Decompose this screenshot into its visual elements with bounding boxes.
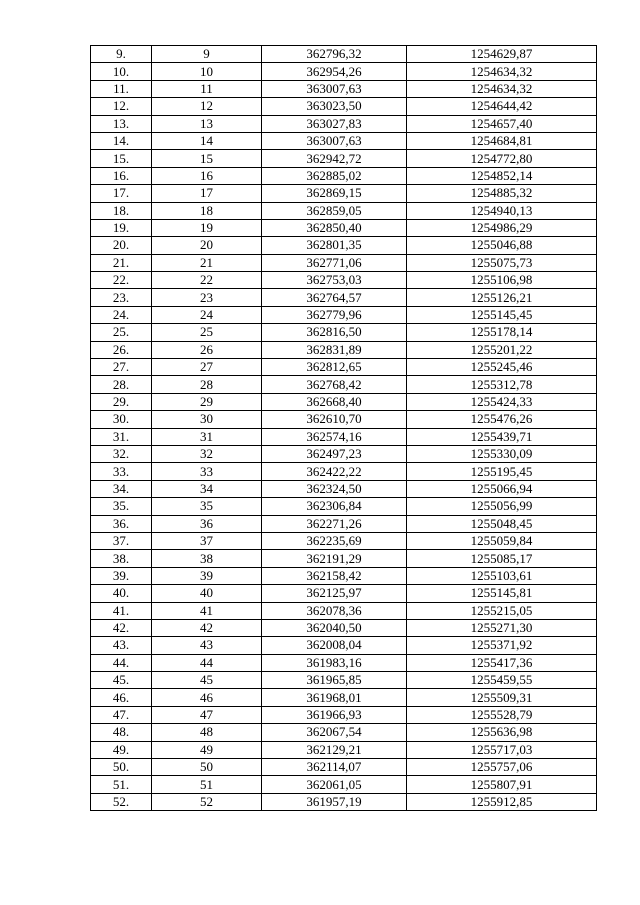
- table-row: [91, 393, 597, 410]
- y-coordinate-cell: 1255439,71: [407, 428, 597, 445]
- x-coordinate-cell: 362812,65: [262, 359, 407, 376]
- point-number-cell: 26: [152, 341, 262, 358]
- row-number-cell: 28.: [91, 376, 152, 393]
- table-row: [91, 532, 597, 549]
- point-number-cell: 40: [152, 585, 262, 602]
- row-number-cell: 42.: [91, 619, 152, 636]
- point-number-cell: 17: [152, 185, 262, 202]
- y-coordinate-cell: 1255459,55: [407, 672, 597, 689]
- y-coordinate-cell: 1255417,36: [407, 654, 597, 671]
- row-number-cell: 43.: [91, 637, 152, 654]
- x-coordinate-cell: 362816,50: [262, 324, 407, 341]
- point-number-cell: 42: [152, 619, 262, 636]
- row-number-cell: 48.: [91, 724, 152, 741]
- row-number-cell: 32.: [91, 445, 152, 462]
- table-row: [91, 619, 597, 636]
- y-coordinate-cell: 1254684,81: [407, 132, 597, 149]
- y-coordinate-cell: 1255106,98: [407, 272, 597, 289]
- x-coordinate-cell: 362796,32: [262, 46, 407, 63]
- y-coordinate-cell: 1255056,99: [407, 498, 597, 515]
- x-coordinate-cell: 362831,89: [262, 341, 407, 358]
- row-number-cell: 24.: [91, 306, 152, 323]
- point-number-cell: 18: [152, 202, 262, 219]
- coordinates-table-body: [91, 46, 597, 811]
- point-number-cell: 48: [152, 724, 262, 741]
- table-row: [91, 585, 597, 602]
- point-number-cell: 34: [152, 480, 262, 497]
- table-row: [91, 498, 597, 515]
- table-row: [91, 167, 597, 184]
- y-coordinate-cell: 1254629,87: [407, 46, 597, 63]
- x-coordinate-cell: 362271,26: [262, 515, 407, 532]
- row-number-cell: 35.: [91, 498, 152, 515]
- x-coordinate-cell: 362668,40: [262, 393, 407, 410]
- x-coordinate-cell: 362753,03: [262, 272, 407, 289]
- table-row: [91, 550, 597, 567]
- row-number-cell: 25.: [91, 324, 152, 341]
- table-row: [91, 359, 597, 376]
- point-number-cell: 27: [152, 359, 262, 376]
- x-coordinate-cell: 363027,83: [262, 115, 407, 132]
- table-row: [91, 202, 597, 219]
- y-coordinate-cell: 1255103,61: [407, 567, 597, 584]
- x-coordinate-cell: 362574,16: [262, 428, 407, 445]
- y-coordinate-cell: 1255215,05: [407, 602, 597, 619]
- point-number-cell: 22: [152, 272, 262, 289]
- row-number-cell: 16.: [91, 167, 152, 184]
- y-coordinate-cell: 1254634,32: [407, 63, 597, 80]
- table-row: [91, 46, 597, 63]
- y-coordinate-cell: 1255178,14: [407, 324, 597, 341]
- row-number-cell: 19.: [91, 219, 152, 236]
- table-row: [91, 480, 597, 497]
- y-coordinate-cell: 1255807,91: [407, 776, 597, 793]
- table-row: [91, 272, 597, 289]
- y-coordinate-cell: 1255046,88: [407, 237, 597, 254]
- y-coordinate-cell: 1255145,81: [407, 585, 597, 602]
- table-row: [91, 759, 597, 776]
- table-row: [91, 411, 597, 428]
- y-coordinate-cell: 1254885,32: [407, 185, 597, 202]
- row-number-cell: 44.: [91, 654, 152, 671]
- x-coordinate-cell: 362129,21: [262, 741, 407, 758]
- point-number-cell: 19: [152, 219, 262, 236]
- x-coordinate-cell: 362859,05: [262, 202, 407, 219]
- table-row: [91, 219, 597, 236]
- point-number-cell: 44: [152, 654, 262, 671]
- row-number-cell: 9.: [91, 46, 152, 63]
- x-coordinate-cell: 362191,29: [262, 550, 407, 567]
- y-coordinate-cell: 1255085,17: [407, 550, 597, 567]
- x-coordinate-cell: 362306,84: [262, 498, 407, 515]
- coordinates-table: [90, 45, 597, 811]
- x-coordinate-cell: 362324,50: [262, 480, 407, 497]
- table-row: [91, 289, 597, 306]
- y-coordinate-cell: 1254657,40: [407, 115, 597, 132]
- y-coordinate-cell: 1255048,45: [407, 515, 597, 532]
- table-row: [91, 637, 597, 654]
- x-coordinate-cell: 362067,54: [262, 724, 407, 741]
- y-coordinate-cell: 1255330,09: [407, 445, 597, 462]
- point-number-cell: 14: [152, 132, 262, 149]
- x-coordinate-cell: 363007,63: [262, 80, 407, 97]
- table-row: [91, 254, 597, 271]
- table-row: [91, 602, 597, 619]
- point-number-cell: 16: [152, 167, 262, 184]
- point-number-cell: 21: [152, 254, 262, 271]
- x-coordinate-cell: 361965,85: [262, 672, 407, 689]
- table-row: [91, 793, 597, 810]
- point-number-cell: 15: [152, 150, 262, 167]
- row-number-cell: 31.: [91, 428, 152, 445]
- row-number-cell: 12.: [91, 98, 152, 115]
- x-coordinate-cell: 362497,23: [262, 445, 407, 462]
- point-number-cell: 41: [152, 602, 262, 619]
- row-number-cell: 47.: [91, 706, 152, 723]
- point-number-cell: 33: [152, 463, 262, 480]
- x-coordinate-cell: 362768,42: [262, 376, 407, 393]
- x-coordinate-cell: 361957,19: [262, 793, 407, 810]
- row-number-cell: 17.: [91, 185, 152, 202]
- point-number-cell: 35: [152, 498, 262, 515]
- x-coordinate-cell: 362158,42: [262, 567, 407, 584]
- point-number-cell: 30: [152, 411, 262, 428]
- point-number-cell: 47: [152, 706, 262, 723]
- y-coordinate-cell: 1255145,45: [407, 306, 597, 323]
- table-row: [91, 689, 597, 706]
- row-number-cell: 30.: [91, 411, 152, 428]
- table-row: [91, 237, 597, 254]
- row-number-cell: 36.: [91, 515, 152, 532]
- x-coordinate-cell: 362061,05: [262, 776, 407, 793]
- row-number-cell: 13.: [91, 115, 152, 132]
- y-coordinate-cell: 1254772,80: [407, 150, 597, 167]
- y-coordinate-cell: 1255528,79: [407, 706, 597, 723]
- x-coordinate-cell: 362779,96: [262, 306, 407, 323]
- y-coordinate-cell: 1254644,42: [407, 98, 597, 115]
- row-number-cell: 15.: [91, 150, 152, 167]
- row-number-cell: 29.: [91, 393, 152, 410]
- x-coordinate-cell: 362008,04: [262, 637, 407, 654]
- y-coordinate-cell: 1255075,73: [407, 254, 597, 271]
- table-row: [91, 341, 597, 358]
- y-coordinate-cell: 1255201,22: [407, 341, 597, 358]
- x-coordinate-cell: 362771,06: [262, 254, 407, 271]
- table-row: [91, 80, 597, 97]
- row-number-cell: 41.: [91, 602, 152, 619]
- row-number-cell: 52.: [91, 793, 152, 810]
- point-number-cell: 52: [152, 793, 262, 810]
- table-row: [91, 463, 597, 480]
- x-coordinate-cell: 362764,57: [262, 289, 407, 306]
- y-coordinate-cell: 1255245,46: [407, 359, 597, 376]
- point-number-cell: 11: [152, 80, 262, 97]
- point-number-cell: 25: [152, 324, 262, 341]
- x-coordinate-cell: 361966,93: [262, 706, 407, 723]
- row-number-cell: 11.: [91, 80, 152, 97]
- y-coordinate-cell: 1255509,31: [407, 689, 597, 706]
- x-coordinate-cell: 362954,26: [262, 63, 407, 80]
- x-coordinate-cell: 362125,97: [262, 585, 407, 602]
- table-row: [91, 445, 597, 462]
- row-number-cell: 40.: [91, 585, 152, 602]
- x-coordinate-cell: 362610,70: [262, 411, 407, 428]
- y-coordinate-cell: 1255636,98: [407, 724, 597, 741]
- y-coordinate-cell: 1255912,85: [407, 793, 597, 810]
- y-coordinate-cell: 1255126,21: [407, 289, 597, 306]
- table-row: [91, 672, 597, 689]
- point-number-cell: 50: [152, 759, 262, 776]
- x-coordinate-cell: 362078,36: [262, 602, 407, 619]
- y-coordinate-cell: 1255312,78: [407, 376, 597, 393]
- x-coordinate-cell: 362869,15: [262, 185, 407, 202]
- row-number-cell: 45.: [91, 672, 152, 689]
- y-coordinate-cell: 1255717,03: [407, 741, 597, 758]
- row-number-cell: 49.: [91, 741, 152, 758]
- point-number-cell: 36: [152, 515, 262, 532]
- point-number-cell: 37: [152, 532, 262, 549]
- point-number-cell: 12: [152, 98, 262, 115]
- x-coordinate-cell: 362850,40: [262, 219, 407, 236]
- row-number-cell: 20.: [91, 237, 152, 254]
- row-number-cell: 26.: [91, 341, 152, 358]
- row-number-cell: 33.: [91, 463, 152, 480]
- row-number-cell: 14.: [91, 132, 152, 149]
- x-coordinate-cell: 362235,69: [262, 532, 407, 549]
- row-number-cell: 37.: [91, 532, 152, 549]
- point-number-cell: 49: [152, 741, 262, 758]
- x-coordinate-cell: 363007,63: [262, 132, 407, 149]
- row-number-cell: 38.: [91, 550, 152, 567]
- y-coordinate-cell: 1255066,94: [407, 480, 597, 497]
- table-row: [91, 741, 597, 758]
- row-number-cell: 10.: [91, 63, 152, 80]
- x-coordinate-cell: 362942,72: [262, 150, 407, 167]
- y-coordinate-cell: 1255424,33: [407, 393, 597, 410]
- row-number-cell: 39.: [91, 567, 152, 584]
- row-number-cell: 18.: [91, 202, 152, 219]
- table-row: [91, 428, 597, 445]
- y-coordinate-cell: 1255371,92: [407, 637, 597, 654]
- point-number-cell: 31: [152, 428, 262, 445]
- table-row: [91, 776, 597, 793]
- row-number-cell: 34.: [91, 480, 152, 497]
- y-coordinate-cell: 1255271,30: [407, 619, 597, 636]
- point-number-cell: 39: [152, 567, 262, 584]
- x-coordinate-cell: 361983,16: [262, 654, 407, 671]
- table-row: [91, 185, 597, 202]
- table-row: [91, 150, 597, 167]
- table-row: [91, 306, 597, 323]
- row-number-cell: 46.: [91, 689, 152, 706]
- table-row: [91, 515, 597, 532]
- x-coordinate-cell: 362801,35: [262, 237, 407, 254]
- y-coordinate-cell: 1254634,32: [407, 80, 597, 97]
- row-number-cell: 50.: [91, 759, 152, 776]
- row-number-cell: 51.: [91, 776, 152, 793]
- table-row: [91, 706, 597, 723]
- point-number-cell: 51: [152, 776, 262, 793]
- point-number-cell: 13: [152, 115, 262, 132]
- point-number-cell: 32: [152, 445, 262, 462]
- y-coordinate-cell: 1254852,14: [407, 167, 597, 184]
- y-coordinate-cell: 1255476,26: [407, 411, 597, 428]
- row-number-cell: 22.: [91, 272, 152, 289]
- point-number-cell: 10: [152, 63, 262, 80]
- point-number-cell: 46: [152, 689, 262, 706]
- point-number-cell: 28: [152, 376, 262, 393]
- row-number-cell: 21.: [91, 254, 152, 271]
- table-row: [91, 132, 597, 149]
- x-coordinate-cell: 362114,07: [262, 759, 407, 776]
- point-number-cell: 9: [152, 46, 262, 63]
- table-row: [91, 567, 597, 584]
- x-coordinate-cell: 363023,50: [262, 98, 407, 115]
- point-number-cell: 29: [152, 393, 262, 410]
- point-number-cell: 43: [152, 637, 262, 654]
- point-number-cell: 24: [152, 306, 262, 323]
- table-row: [91, 376, 597, 393]
- y-coordinate-cell: 1254986,29: [407, 219, 597, 236]
- y-coordinate-cell: 1255195,45: [407, 463, 597, 480]
- table-row: [91, 654, 597, 671]
- table-row: [91, 724, 597, 741]
- table-row: [91, 324, 597, 341]
- y-coordinate-cell: 1255059,84: [407, 532, 597, 549]
- table-row: [91, 63, 597, 80]
- table-row: [91, 98, 597, 115]
- x-coordinate-cell: 362885,02: [262, 167, 407, 184]
- point-number-cell: 20: [152, 237, 262, 254]
- y-coordinate-cell: 1254940,13: [407, 202, 597, 219]
- point-number-cell: 45: [152, 672, 262, 689]
- row-number-cell: 23.: [91, 289, 152, 306]
- table-row: [91, 115, 597, 132]
- x-coordinate-cell: 362040,50: [262, 619, 407, 636]
- point-number-cell: 23: [152, 289, 262, 306]
- row-number-cell: 27.: [91, 359, 152, 376]
- x-coordinate-cell: 361968,01: [262, 689, 407, 706]
- y-coordinate-cell: 1255757,06: [407, 759, 597, 776]
- x-coordinate-cell: 362422,22: [262, 463, 407, 480]
- point-number-cell: 38: [152, 550, 262, 567]
